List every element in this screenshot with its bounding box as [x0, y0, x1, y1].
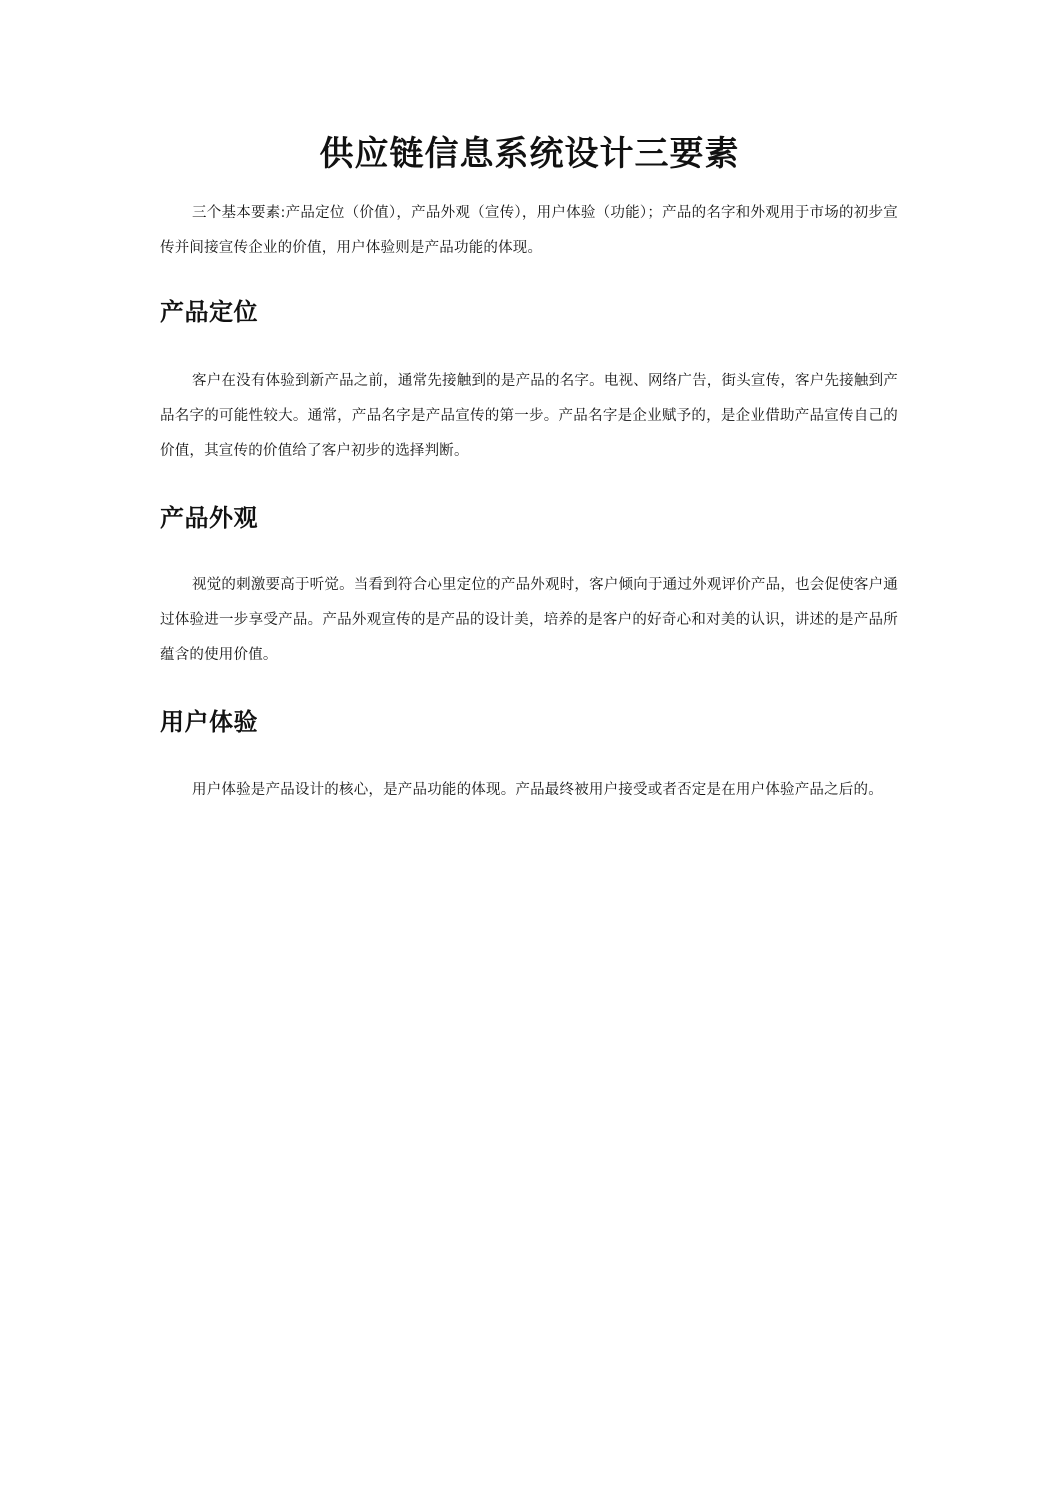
section-body-user-experience: 用户体验是产品设计的核心，是产品功能的体现。产品最终被用户接受或者否定是在用户体验产品之后的。 — [192, 782, 883, 798]
section-body-product-positioning: 客户在没有体验到新产品之前，通常先接触到的是产品的名字。电视、网络广告，街头宣传，客户先接触到产品名字的可能性较大。通常，产品名字是产品宣传的第一步。产品名字是企业赋予的，是企业借助产品宣传自己的价值，其宣传的价值给了客户初步的选择判断。 — [160, 373, 898, 459]
intro-paragraph: 三个基本要素:产品定位（价值），产品外观（宣传），用户体验（功能）；产品的名字和外观用于市场的初步宣传并间接宣传企业的价值，用户体验则是产品功能的体现。 — [160, 205, 898, 256]
section-body-product-appearance: 视觉的刺激要高于听觉。当看到符合心里定位的产品外观时，客户倾向于通过外观评价产品，也会促使客户通过体验进一步享受产品。产品外观宣传的是产品的设计美，培养的是客户的好奇心和对美的认识，讲述的是产品所蕴含的使用价值。 — [160, 577, 898, 663]
section-heading-user-experience: 用户体验 — [160, 708, 258, 736]
document-title: 供应链信息系统设计三要素 — [319, 134, 740, 174]
section-heading-product-appearance: 产品外观 — [160, 504, 258, 532]
section-heading-product-positioning: 产品定位 — [160, 298, 258, 326]
